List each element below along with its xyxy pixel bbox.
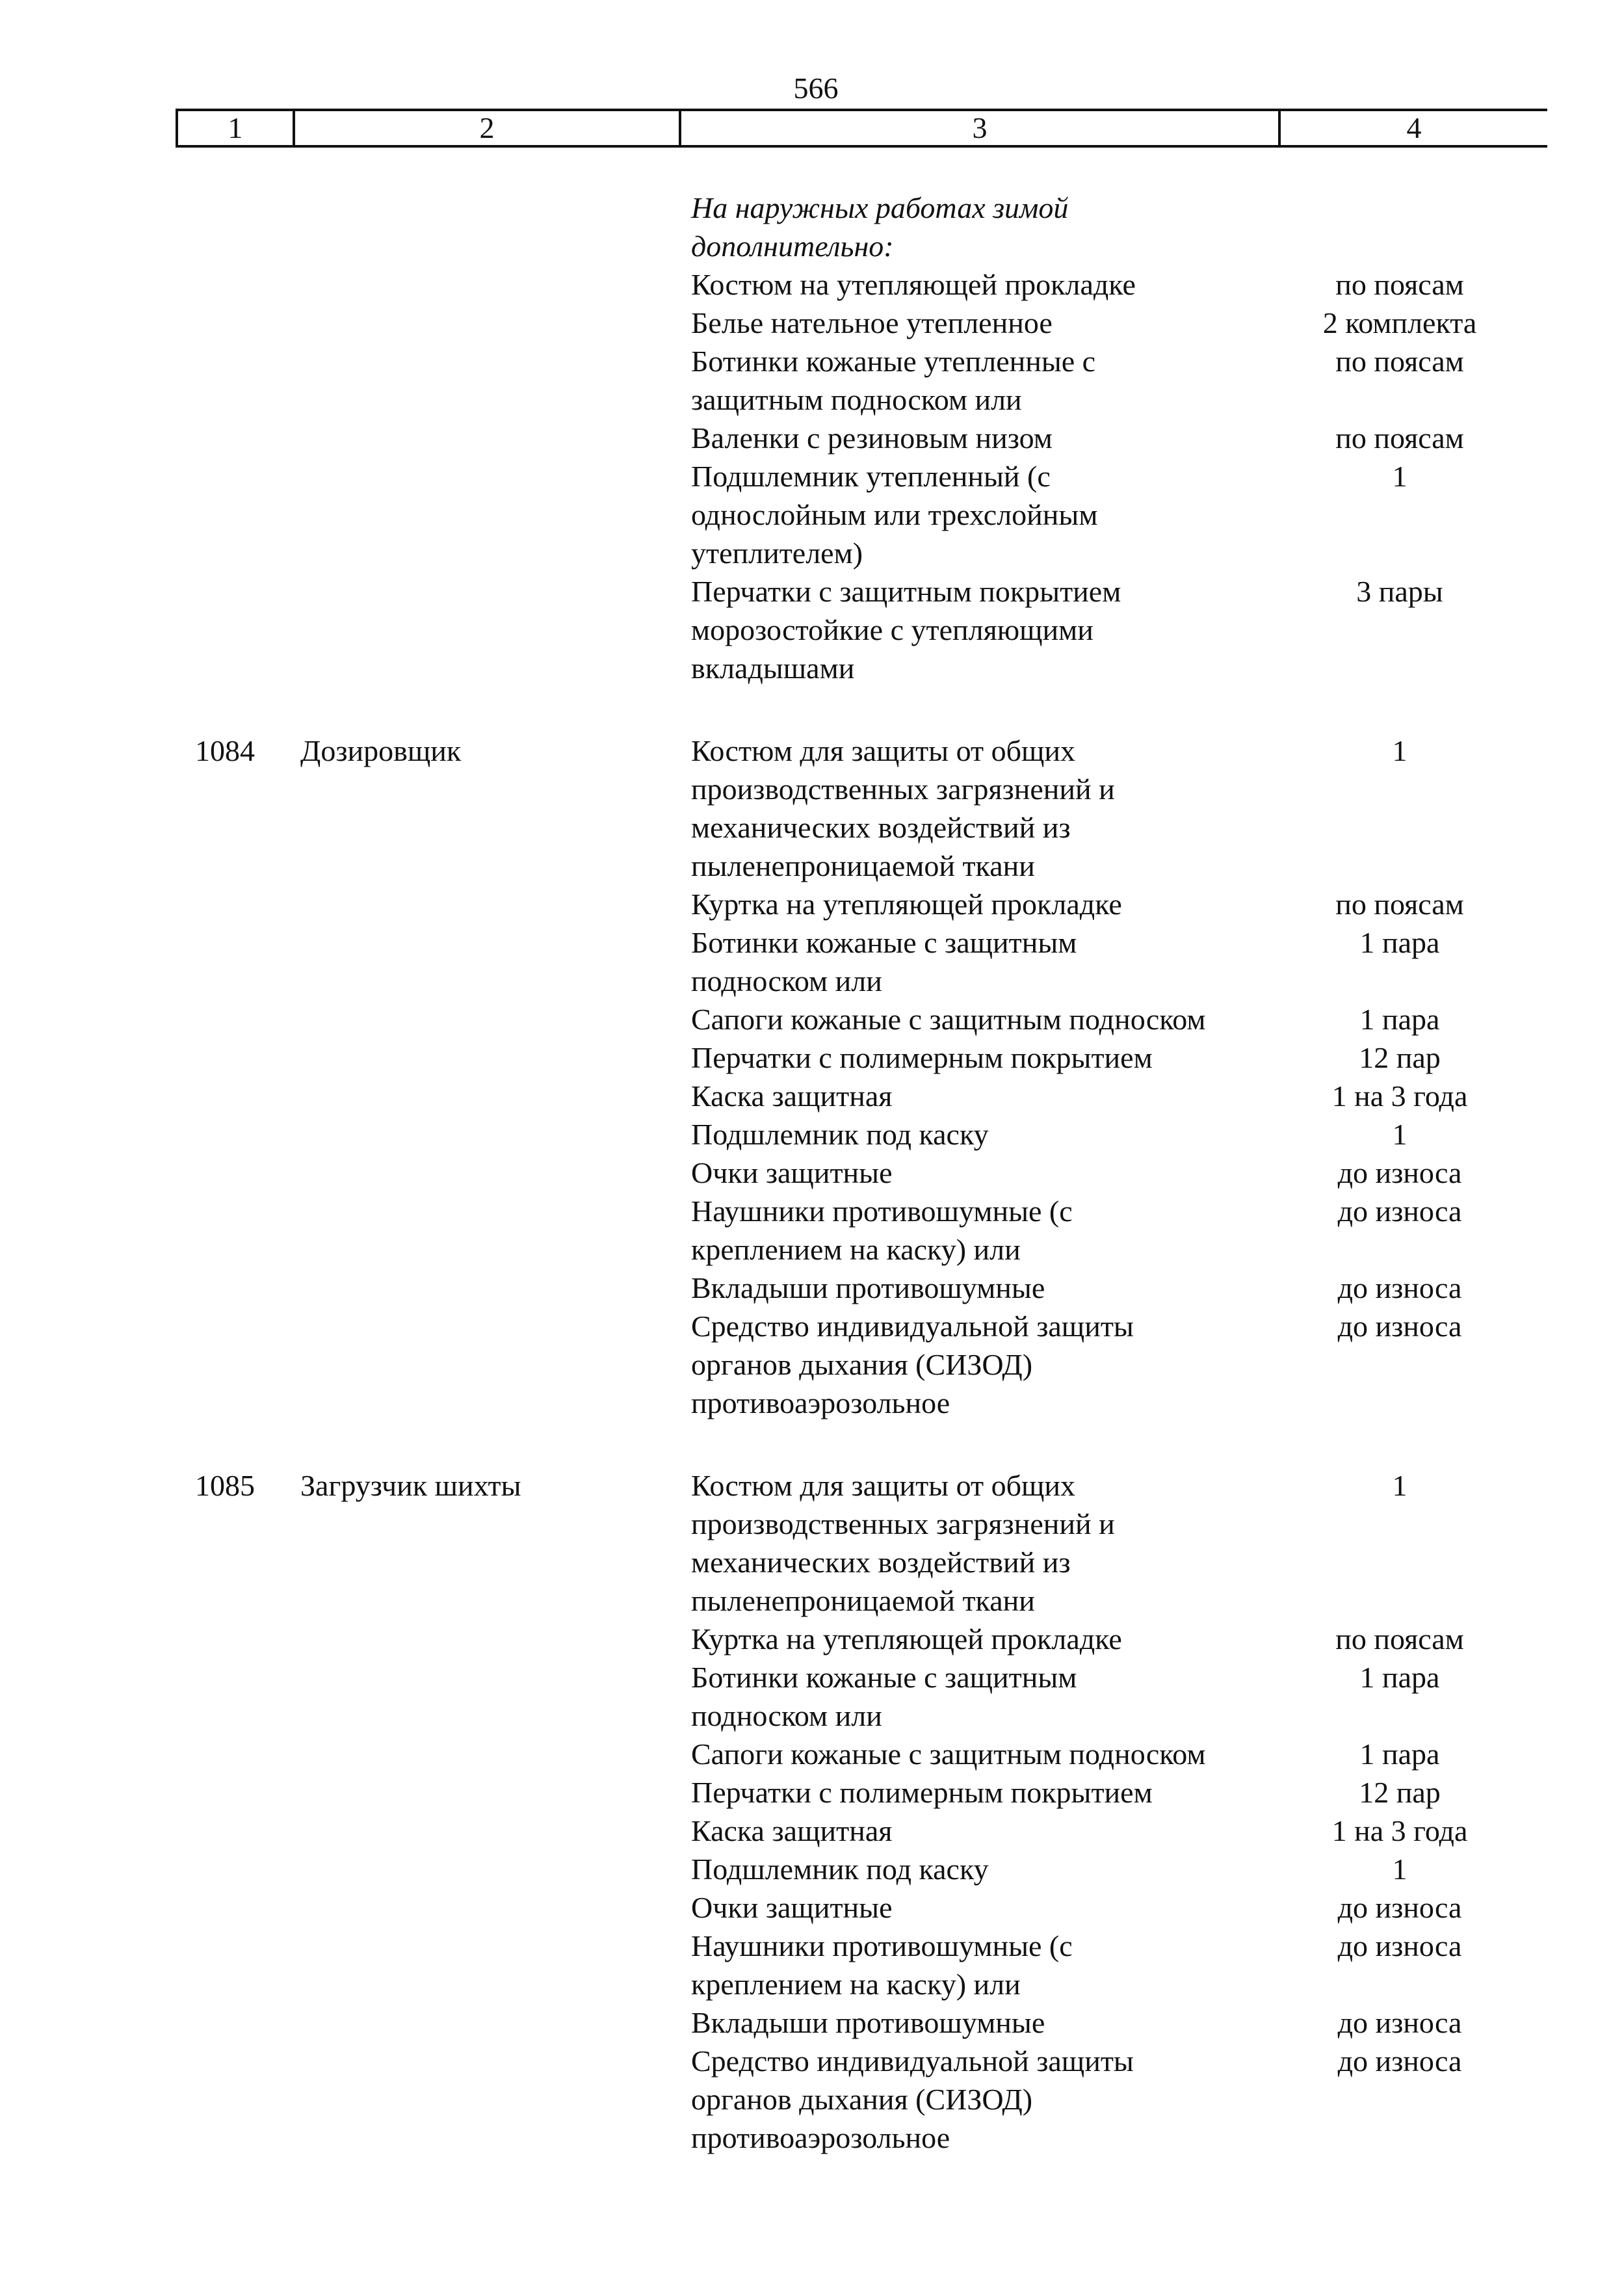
- item-qty: 1 пара: [1359, 1737, 1440, 1771]
- item-qty: 1: [1392, 1853, 1408, 1886]
- item-label: Очки защитные: [691, 1156, 893, 1189]
- entry-profession: Загрузчик шихты: [300, 1469, 521, 1502]
- item-qty: по поясам: [1335, 1622, 1464, 1656]
- list-item: [691, 1192, 1536, 1269]
- item-label: Средство индивидуальной защиты органов дыхания (СИЗОД) противоаэрозольное: [691, 2044, 1134, 2154]
- item-label: Каска защитная: [691, 1814, 893, 1847]
- item-label: Вкладыши противошумные: [691, 2006, 1045, 2039]
- list-item: [691, 732, 1536, 885]
- header-col-1: 1: [228, 111, 243, 144]
- list-item: [691, 1000, 1536, 1038]
- list-item: [691, 1269, 1536, 1307]
- item-label: Ботинки кожаные утепленные с защитным подноском или: [691, 345, 1096, 416]
- item-label: Валенки с резиновым низом: [691, 421, 1053, 455]
- list-item: [691, 1038, 1536, 1077]
- item-qty: 1 на 3 года: [1331, 1079, 1468, 1113]
- item-qty: 1: [1392, 734, 1408, 767]
- list-item: [691, 457, 1536, 572]
- item-label: Подшлемник под каску: [691, 1853, 989, 1886]
- continuation-items: [691, 189, 1536, 687]
- list-item: [691, 1307, 1536, 1422]
- item-qty: до износа: [1337, 1156, 1462, 1189]
- page-number: 566: [793, 72, 839, 105]
- list-item: [691, 265, 1536, 304]
- list-item: [691, 1077, 1536, 1115]
- item-label: Куртка на утепляющей прокладке: [691, 888, 1122, 921]
- item-label: Сапоги кожаные с защитным подноском: [691, 1737, 1206, 1771]
- item-qty: 1 пара: [1359, 1661, 1440, 1694]
- entry-items: [691, 1466, 1536, 2157]
- item-qty: 1: [1392, 1118, 1408, 1151]
- item-qty: до износа: [1337, 1194, 1462, 1228]
- list-item: [691, 1773, 1536, 1812]
- item-qty: 1 пара: [1359, 926, 1440, 959]
- item-qty: по поясам: [1335, 888, 1464, 921]
- list-item: [691, 572, 1536, 687]
- list-item: [691, 419, 1536, 457]
- list-item: [691, 923, 1536, 1000]
- table-header-row: [176, 109, 1547, 148]
- item-label: Перчатки с защитным покрытием морозостойкие с утепляющими вкладышами: [691, 575, 1121, 685]
- item-label: Наушники противошумные (с креплением на каску) или: [691, 1194, 1073, 1266]
- list-item: [691, 1154, 1536, 1192]
- item-label: Подшлемник под каску: [691, 1118, 989, 1151]
- list-item: [691, 1735, 1536, 1773]
- list-item: [691, 1620, 1536, 1658]
- item-label: Костюм для защиты от общих производственных загрязнений и механических воздействий из пыленепроницаемой ткани: [691, 1469, 1115, 1617]
- item-qty: по поясам: [1335, 268, 1464, 301]
- list-item: [691, 2003, 1536, 2042]
- item-qty: до износа: [1337, 1929, 1462, 1962]
- item-label: Перчатки с полимерным покрытием: [691, 1776, 1153, 1809]
- item-qty: до износа: [1337, 1271, 1462, 1304]
- item-label: Подшлемник утепленный (с однослойным или трехслойным утеплителем): [691, 460, 1098, 570]
- entry-number: 1085: [195, 1469, 255, 1502]
- winter-note: На наружных работах зимой дополнительно:: [691, 191, 1069, 263]
- item-qty: 1 на 3 года: [1331, 1814, 1468, 1847]
- item-label: Ботинки кожаные с защитным подноском или: [691, 926, 1077, 997]
- item-qty: до износа: [1337, 2006, 1462, 2039]
- list-item: [691, 1812, 1536, 1850]
- entry-profession: Дозировщик: [300, 734, 462, 767]
- item-qty: до износа: [1337, 1310, 1462, 1343]
- list-item: [691, 1888, 1536, 1927]
- item-qty: до износа: [1337, 2044, 1462, 2078]
- item-qty: 12 пар: [1359, 1776, 1441, 1809]
- item-label: Костюм на утепляющей прокладке: [691, 268, 1136, 301]
- item-qty: 2 комплекта: [1322, 306, 1477, 339]
- item-label: Каска защитная: [691, 1079, 893, 1113]
- item-label: Средство индивидуальной защиты органов дыхания (СИЗОД) противоаэрозольное: [691, 1310, 1134, 1419]
- item-label: Очки защитные: [691, 1891, 893, 1924]
- item-label: Вкладыши противошумные: [691, 1271, 1045, 1304]
- item-qty: по поясам: [1335, 421, 1464, 455]
- item-qty: 12 пар: [1359, 1041, 1441, 1074]
- item-label: Куртка на утепляющей прокладке: [691, 1622, 1122, 1656]
- item-qty: 1: [1392, 1469, 1408, 1502]
- entry-number: 1084: [195, 734, 255, 767]
- list-item: [691, 885, 1536, 923]
- item-qty: по поясам: [1335, 345, 1464, 378]
- header-col-4: 4: [1278, 111, 1547, 145]
- list-item: [691, 1115, 1536, 1154]
- list-item: [691, 1850, 1536, 1888]
- item-label: Сапоги кожаные с защитным подноском: [691, 1003, 1206, 1036]
- item-qty: 1: [1392, 460, 1408, 493]
- header-col-3: 3: [679, 111, 1278, 145]
- item-label: Костюм для защиты от общих производственных загрязнений и механических воздействий из пыленепроницаемой ткани: [691, 734, 1115, 882]
- list-item: [691, 1927, 1536, 2003]
- item-qty: 1 пара: [1359, 1003, 1440, 1036]
- list-item: [691, 304, 1536, 342]
- item-label: Наушники противошумные (с креплением на каску) или: [691, 1929, 1073, 2001]
- entry-items: [691, 732, 1536, 1422]
- list-item: [691, 2042, 1536, 2157]
- list-item: [691, 1466, 1536, 1620]
- item-label: Белье нательное утепленное: [691, 306, 1053, 339]
- list-item: [691, 1658, 1536, 1735]
- item-qty: 3 пары: [1356, 575, 1443, 608]
- header-col-2: 2: [293, 111, 679, 145]
- item-qty: до износа: [1337, 1891, 1462, 1924]
- item-label: Перчатки с полимерным покрытием: [691, 1041, 1153, 1074]
- item-label: Ботинки кожаные с защитным подноском или: [691, 1661, 1077, 1732]
- list-item: [691, 342, 1536, 419]
